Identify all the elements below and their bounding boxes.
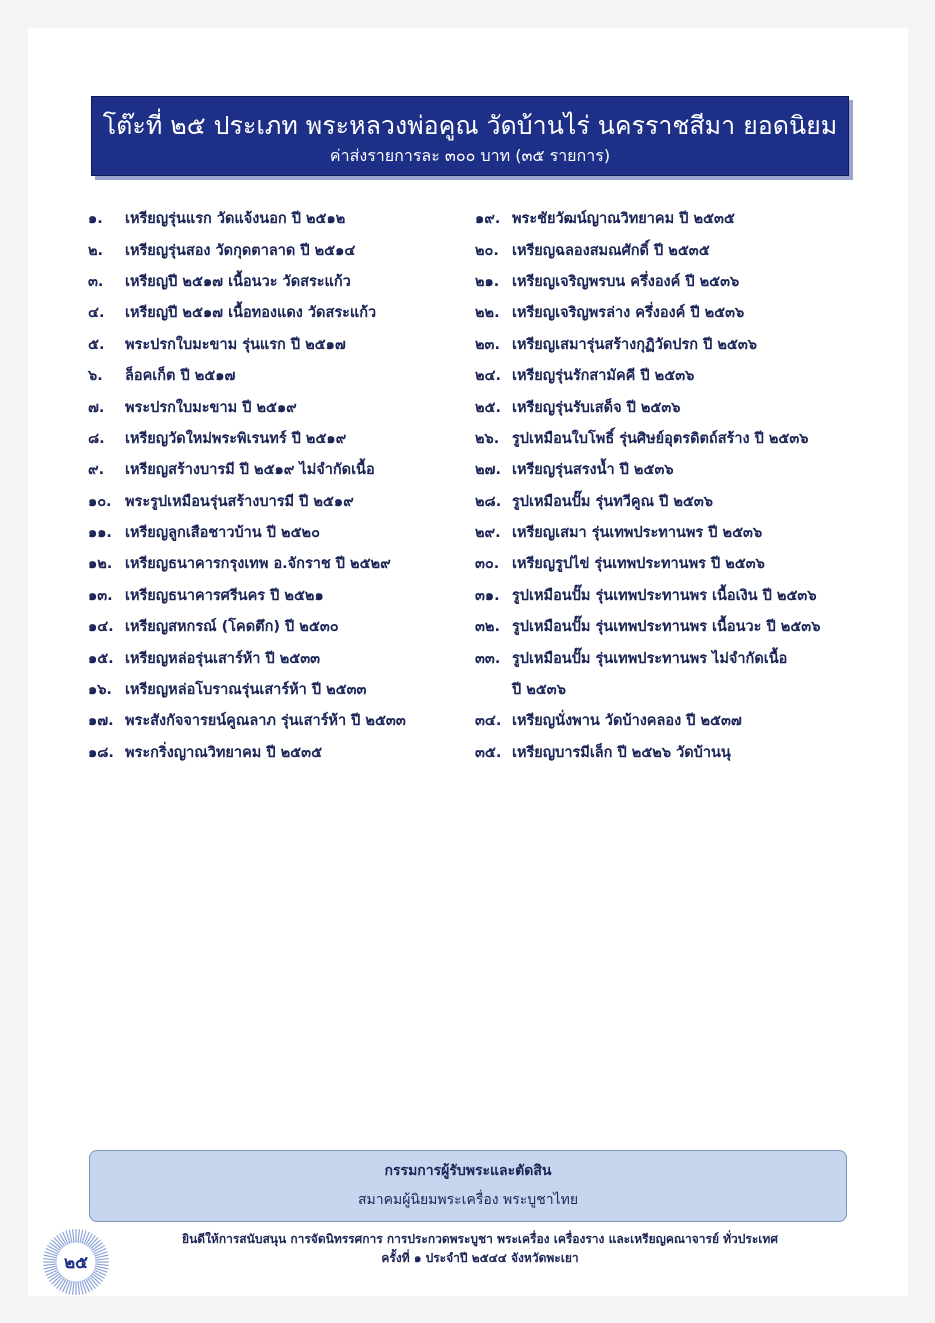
list-item [475,548,895,579]
item-number: ๑. [88,211,103,228]
list-item [88,234,468,265]
committee-box [89,1150,847,1222]
list-item [475,203,895,234]
item-number: ๓๕. [475,744,502,761]
item-text: รูปเหมือนปั๊ม รุ่นเทพประทานพร ไม่จำกัดเนื้อ [512,650,788,667]
item-text: ล็อคเก็ต ปี ๒๕๑๗ [125,368,236,385]
list-item [88,454,468,485]
item-text: เหรียญหล่อโบราณรุ่นเสาร์ห้า ปี ๒๕๓๓ [125,682,367,699]
item-number: ๑๐. [88,493,112,510]
item-text: เหรียญเสมารุ่นสร้างกุฏิวัดปรก ปี ๒๕๓๖ [512,336,758,353]
item-text: ปี ๒๕๓๖ [512,682,566,699]
list-item [88,642,468,673]
item-number: ๗. [88,399,105,416]
item-text: พระกริ่งญาณวิทยาคม ปี ๒๕๓๕ [125,744,323,761]
footer-note-line2: ครั้งที่ ๑ ประจำปี ๒๕๔๔ จังหวัดพะเยา [381,1251,579,1265]
item-number: ๑๑. [88,525,112,542]
committee-title: กรรมการผู้รับพระและตัดสิน [384,1163,552,1179]
item-number: ๕. [88,336,105,353]
item-number: ๖. [88,368,103,385]
item-text: เหรียญปี ๒๕๑๗ เนื้อนวะ วัดสระแก้ว [125,273,351,290]
item-number: ๑๒. [88,556,113,573]
item-number: ๑๔. [88,619,114,636]
list-item [475,705,895,736]
list-item [475,360,895,391]
page-number: ๒๕ [63,1252,89,1273]
item-text: พระปรกใบมะขาม ปี ๒๕๑๙ [125,399,297,416]
item-text: เหรียญหล่อรุ่นเสาร์ห้า ปี ๒๕๓๓ [125,650,321,667]
item-text: พระสังกัจจารยน์คูณลาภ รุ่นเสาร์ห้า ปี ๒๕๓๓ [125,713,406,730]
item-number: ๒๘. [475,493,502,510]
list-item [475,674,895,705]
list-item [475,737,895,768]
item-text: เหรียญรุ่นแรก วัดแจ้งนอก ปี ๒๕๑๒ [125,211,346,228]
item-text: เหรียญสหกรณ์ (โคดตึก) ปี ๒๕๓๐ [125,619,339,636]
item-number: ๒๓. [475,336,500,353]
item-number: ๓๔. [475,713,502,730]
list-item [475,642,895,673]
list-item [88,517,468,548]
list-item [88,391,468,422]
item-number: ๑๖. [88,682,112,699]
item-number: ๓๑. [475,587,500,604]
item-number: ๒๒. [475,305,500,322]
list-item [88,705,468,736]
list-item [88,580,468,611]
list-item [88,674,468,705]
item-text: เหรียญบารมีเล็ก ปี ๒๕๒๖ วัดบ้านนุ [512,744,731,761]
item-text: พระรูปเหมือนรุ่นสร้างบารมี ปี ๒๕๑๙ [125,493,354,510]
committee-org: สมาคมผู้นิยมพระเครื่อง พระบูชาไทย [357,1192,579,1208]
item-number: ๒๗. [475,462,501,479]
page-subtitle: ค่าส่งรายการละ ๓๐๐ บาท (๓๕ รายการ) [329,146,611,165]
list-item [475,266,895,297]
item-text: พระชัยวัฒน์ญาณวิทยาคม ปี ๒๕๓๕ [512,211,735,228]
item-text: เหรียญเจริญพรบน ครึ่งองค์ ปี ๒๕๓๖ [512,273,740,290]
item-text: เหรียญสร้างบารมี ปี ๒๕๑๙ ไม่จำกัดเนื้อ [125,462,375,479]
item-text: เหรียญปี ๒๕๑๗ เนื้อทองแดง วัดสระแก้ว [125,305,377,322]
item-number: ๒๐. [475,242,499,259]
list-item [88,486,468,517]
list-item [88,266,468,297]
list-item [475,234,895,265]
item-number: ๑๗. [88,713,114,730]
page-title: โต๊ะที่ ๒๕ ประเภท พระหลวงพ่อคูณ วัดบ้านไร่ นครราชสีมา ยอดนิยม [102,111,838,140]
list-item [475,297,895,328]
footer-note-line1: ยินดีให้การสนับสนุน การจัดนิทรรศการ การประกวดพระบูชา พระเครื่อง เครื่องราง และเหรียญคณาจารย์ ทั่วประเทศ [182,1232,778,1246]
item-number: ๑๙. [475,211,501,228]
list-item [88,611,468,642]
list-item [475,580,895,611]
item-number: ๘. [88,430,105,447]
item-text: เหรียญเสมา รุ่นเทพประทานพร ปี ๒๕๓๖ [512,525,763,542]
item-number: ๒๙. [475,525,501,542]
item-text: พระปรกใบมะขาม รุ่นแรก ปี ๒๕๑๗ [125,336,346,353]
item-list-left [88,203,468,768]
list-item [475,423,895,454]
item-number: ๙. [88,462,105,479]
item-text: เหรียญรุ่นสอง วัดกุดตาลาด ปี ๒๕๑๔ [125,242,356,259]
item-text: รูปเหมือนปั๊ม รุ่นเทพประทานพร เนื้อนวะ ปี ๒๕๓๖ [512,619,821,636]
item-text: เหรียญรุ่นรักสามัคคี ปี ๒๕๓๖ [512,368,695,385]
item-text: เหรียญรุ่นรับเสด็จ ปี ๒๕๓๖ [512,399,681,416]
list-item [88,297,468,328]
item-text: เหรียญธนาคารศรีนคร ปี ๒๕๒๑ [125,587,324,604]
list-item [475,454,895,485]
item-number: ๓๐. [475,556,500,573]
item-number: ๒๑. [475,273,500,290]
item-list-right [475,203,895,768]
item-text: เหรียญรูปไข่ รุ่นเทพประทานพร ปี ๒๕๓๖ [512,556,765,573]
list-item [475,486,895,517]
item-text: เหรียญรุ่นสรงน้ำ ปี ๒๕๓๖ [512,462,674,479]
list-item [88,329,468,360]
item-text: เหรียญธนาคารกรุงเทพ อ.จักราช ปี ๒๕๒๙ [125,556,391,573]
item-text: เหรียญวัดใหม่พระพิเรนทร์ ปี ๒๕๑๙ [125,430,347,447]
list-item [88,548,468,579]
item-number: ๒. [88,242,104,259]
item-text: รูปเหมือนใบโพธิ์ รุ่นศิษย์อุตรดิตถ์สร้าง ปี ๒๕๓๖ [512,430,809,447]
item-text: รูปเหมือนปั๊ม รุ่นทวีคูณ ปี ๒๕๓๖ [512,493,713,510]
item-text: รูปเหมือนปั๊ม รุ่นเทพประทานพร เนื้อเงิน ปี ๒๕๓๖ [512,587,817,604]
item-number: ๓. [88,273,104,290]
list-item [475,517,895,548]
list-item [475,329,895,360]
item-number: ๒๔. [475,368,502,385]
list-item [475,611,895,642]
item-text: เหรียญฉลองสมณศักดิ์ ปี ๒๕๓๕ [512,242,710,259]
item-text: เหรียญลูกเสือชาวบ้าน ปี ๒๕๒๐ [125,525,320,542]
item-number: ๔. [88,305,105,322]
item-number: ๑๘. [88,744,114,761]
item-number: ๒๖. [475,430,500,447]
list-item [88,360,468,391]
item-number: ๓๓. [475,650,501,667]
list-item [88,737,468,768]
item-number: ๑๓. [88,587,113,604]
item-number: ๑๕. [88,650,114,667]
list-item [88,423,468,454]
title-banner [91,96,849,176]
list-item [88,203,468,234]
item-number: ๓๒. [475,619,500,636]
item-text: เหรียญนั่งพาน วัดบ้างคลอง ปี ๒๕๓๗ [512,713,742,730]
list-item [475,391,895,422]
item-number: ๒๕. [475,399,502,416]
item-text: เหรียญเจริญพรล่าง ครึ่งองค์ ปี ๒๕๓๖ [512,305,745,322]
